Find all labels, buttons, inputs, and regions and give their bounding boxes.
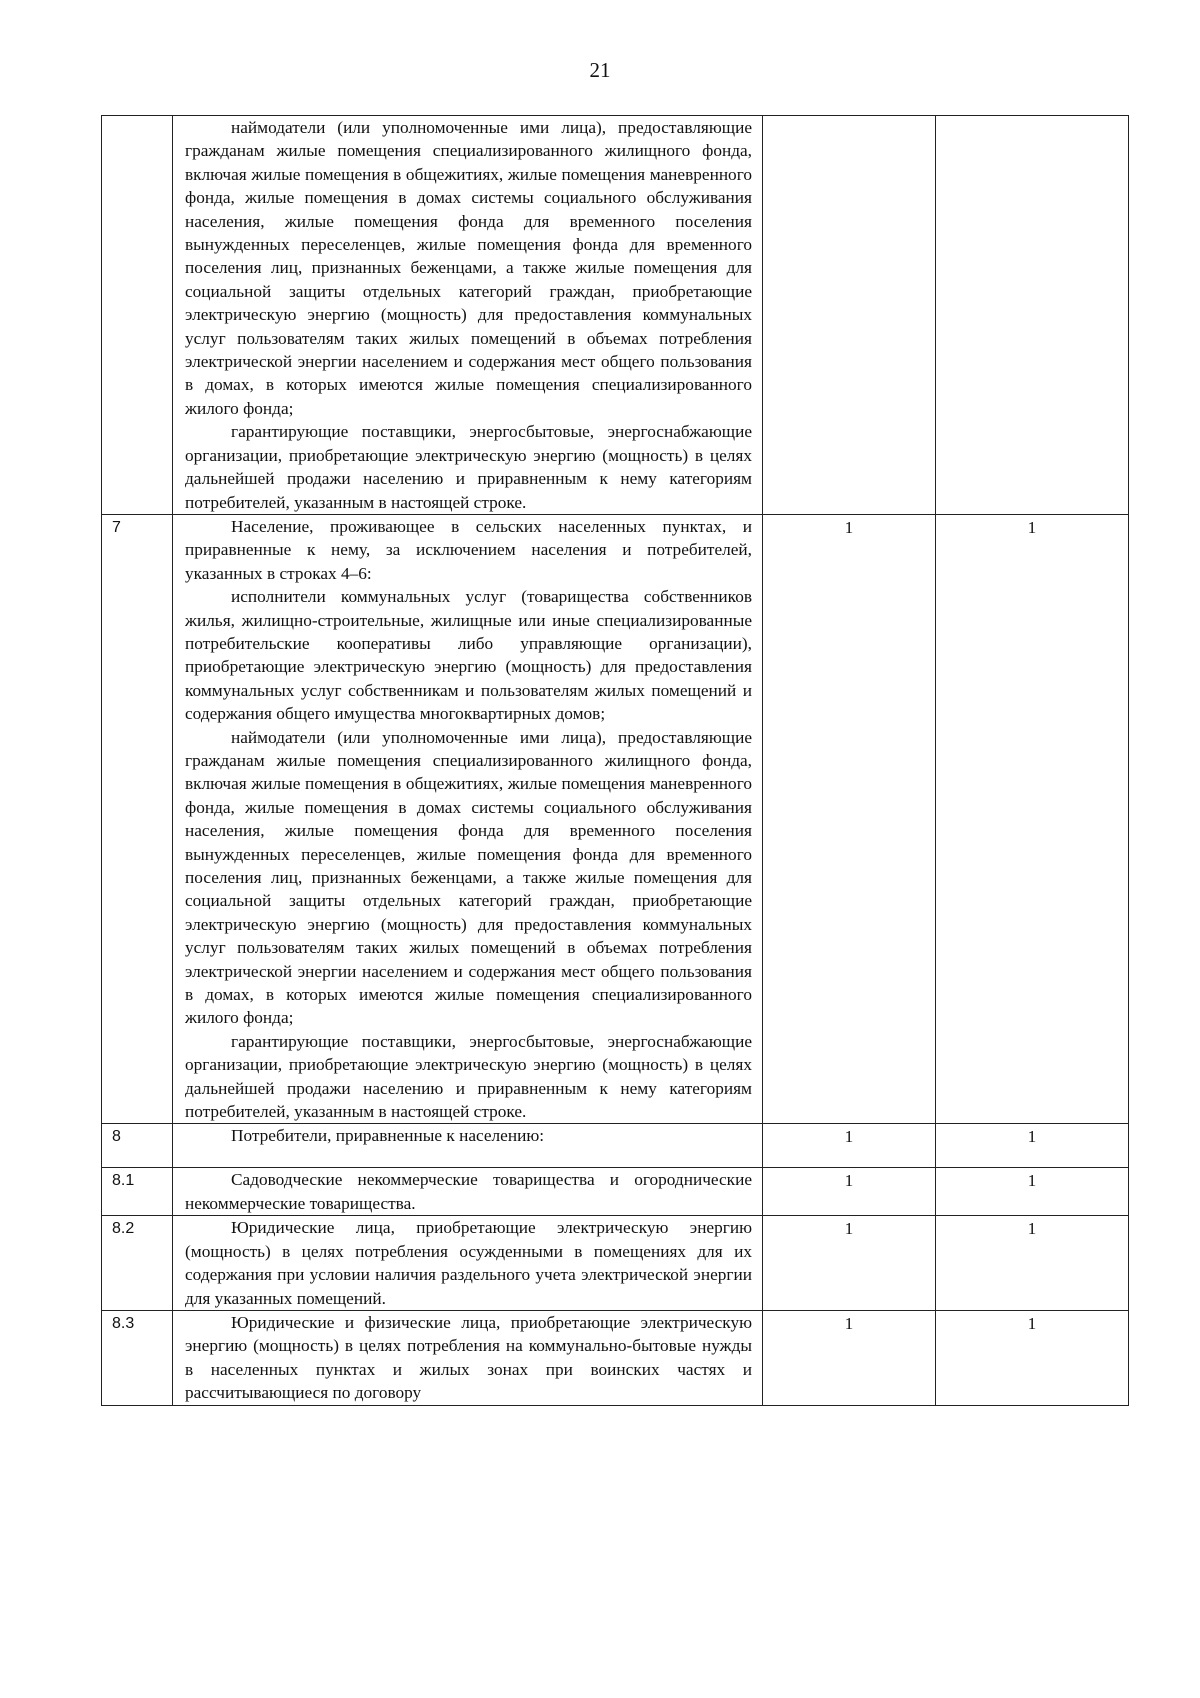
table-row — [102, 1310, 1129, 1405]
row-number: 8.2 — [102, 1216, 173, 1311]
row-value-2: 1 — [936, 1310, 1129, 1405]
row-description — [173, 116, 763, 515]
row-value-1: 1 — [763, 514, 936, 1124]
row-number: 7 — [102, 514, 173, 1124]
row-value-2: 1 — [936, 1168, 1129, 1216]
table-row — [102, 116, 1129, 515]
row-value-2: 1 — [936, 514, 1129, 1124]
row-paragraph: наймодатели (или уполномоченные ими лица), предоставляющие гражданам жилые помещения специализированного жилищного фонда, включая жилые помещения в общежитиях, жилые помещения маневренного фонда, жилые помещения в домах системы социального обслуживания населения, жилые помещения фонда для временного поселения вынужденных переселенцев, жилые помещения фонда для временного поселения лиц, признанных беженцами, а также жилые помещения для социальной защиты отдельных категорий граждан, приобретающие электрическую энергию (мощность) для предоставления коммунальных услуг пользователям таких жилых помещений в объемах потребления электрической энергии населением и содержания мест общего пользования в домах, в которых имеются жилые помещения специализированного жилого фонда; — [185, 727, 752, 1028]
row-value-1: 1 — [763, 1216, 936, 1311]
row-number: 8 — [102, 1124, 173, 1168]
row-paragraph: Население, проживающее в сельских населенных пунктах, и приравненные к нему, за исключением населения и потребителей, указанных в строках 4–6: — [185, 516, 752, 583]
row-paragraph: Садоводческие некоммерческие товарищества и огороднические некоммерческие товарищества. — [185, 1170, 752, 1213]
row-paragraph: Юридические лица, приобретающие электрическую энергию (мощность) в целях потребления осужденными в помещениях для их содержания при условии наличия раздельного учета электрической энергии для указанных помещений. — [185, 1218, 752, 1308]
row-paragraph: Юридические и физические лица, приобретающие электрическую энергию (мощность) в целях потребления на коммунально-бытовые нужды в населенных пунктах и жилых зонах при воинских частях и рассчитывающиеся по договору — [185, 1312, 752, 1403]
row-paragraph: наймодатели (или уполномоченные ими лица), предоставляющие гражданам жилые помещения специализированного жилищного фонда, включая жилые помещения в общежитиях, жилые помещения маневренного фонда, жилые помещения в домах системы социального обслуживания населения, жилые помещения фонда для временного поселения вынужденных переселенцев, жилые помещения фонда для временного поселения лиц, признанных беженцами, а также жилые помещения для социальной защиты отдельных категорий граждан, приобретающие электрическую энергию (мощность) для предоставления коммунальных услуг пользователям таких жилых помещений в объемах потребления электрической энергии населением и содержания мест общего пользования в домах, в которых имеются жилые помещения специализированного жилого фонда; — [185, 118, 752, 418]
row-description — [173, 514, 763, 1124]
row-value-1: 1 — [763, 1310, 936, 1405]
page-number: 21 — [589, 58, 611, 82]
row-value-2: 1 — [936, 1124, 1129, 1168]
table-row — [102, 1124, 1129, 1168]
row-description — [173, 1310, 763, 1405]
row-value-1: 1 — [763, 1124, 936, 1168]
row-paragraph: гарантирующие поставщики, энергосбытовые, энергоснабжающие организации, приобретающие электрическую энергию (мощность) в целях дальнейшей продажи населению и приравненным к нему категориям потребителей, указанным в настоящей строке. — [185, 1031, 752, 1122]
row-number: 8.3 — [102, 1310, 173, 1405]
row-number — [102, 116, 173, 515]
row-value-2: 1 — [936, 1216, 1129, 1311]
table-row — [102, 1168, 1129, 1216]
row-value-1: 1 — [763, 1168, 936, 1216]
row-description — [173, 1216, 763, 1311]
table-row — [102, 1216, 1129, 1311]
row-number: 8.1 — [102, 1168, 173, 1216]
row-value-2 — [936, 116, 1129, 515]
tariff-table — [101, 115, 1129, 1406]
row-description — [173, 1168, 763, 1216]
row-paragraph: гарантирующие поставщики, энергосбытовые, энергоснабжающие организации, приобретающие электрическую энергию (мощность) в целях дальнейшей продажи населению и приравненным к нему категориям потребителей, указанным в настоящей строке. — [185, 422, 752, 512]
row-paragraph: исполнители коммунальных услуг (товарищества собственников жилья, жилищно-строительные, жилищные или иные специализированные потребительские кооперативы либо управляющие организации), приобретающие электрическую энергию (мощность) для предоставления коммунальных услуг собственникам и пользователям жилых помещений и содержания общего имущества многоквартирных домов; — [185, 587, 752, 724]
table-row — [102, 514, 1129, 1124]
row-paragraph: Потребители, приравненные к населению: — [231, 1126, 545, 1146]
row-description — [173, 1124, 763, 1168]
row-value-1 — [763, 116, 936, 515]
